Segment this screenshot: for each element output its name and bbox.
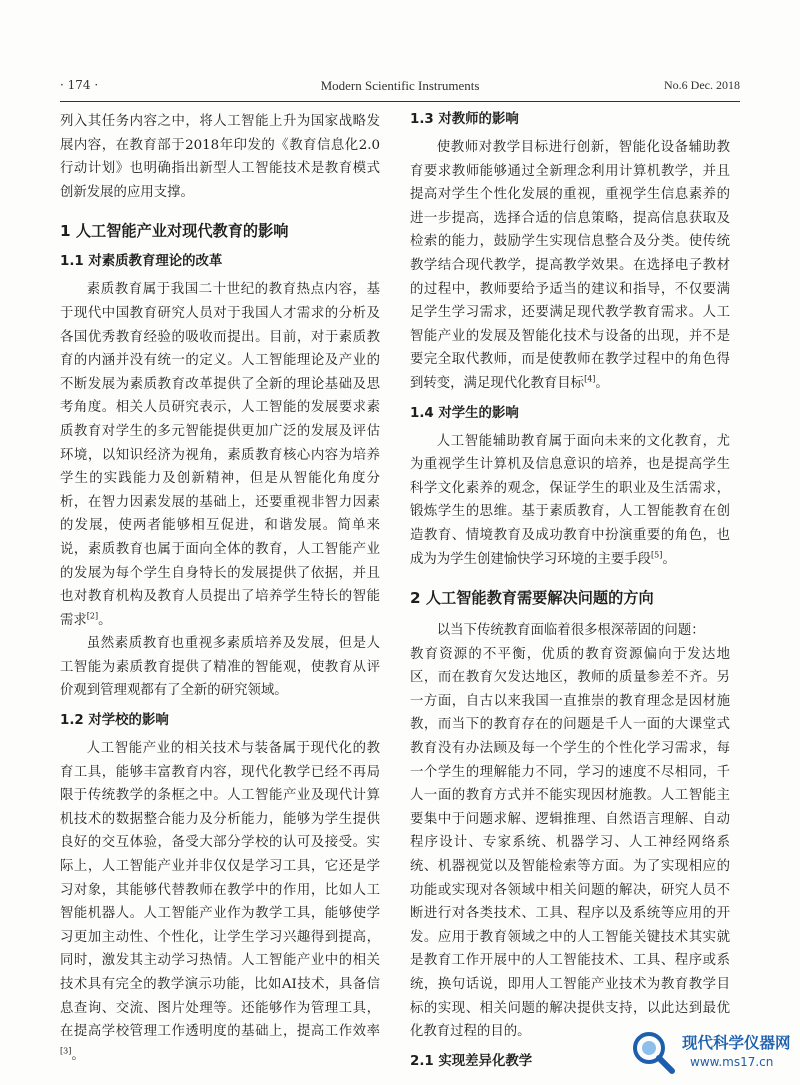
citation-ref[interactable]: [3] [60, 1046, 72, 1056]
header-rule [60, 101, 740, 102]
paragraph-text: 人工智能辅助教育属于面向未来的文化教育，尤为重视学生计算机及信息意识的培养，也是提高学生科学文化素养的观念，保证学生的职业及生活需求，锻炼学生的思维。基于素质教育，人工智能教育在创造教育、情境教育及成功教育中扮演重要的角色，也成为为学生创建愉快学习环境的主要手段 [410, 433, 730, 567]
section-heading-2: 2 人工智能教育需要解决问题的方向 [410, 589, 654, 608]
paragraph-continued: 列入其任务内容之中，将人工智能上升为国家战略发展内容，在教育部于2018年印发的《教育信息化2.0行动计划》也明确指出新型人工智能技术是教育模式创新发展的应用支撑。 [60, 114, 380, 200]
citation-ref[interactable]: [2] [86, 611, 99, 621]
paragraph-continued: 教育资源的不平衡，优质的教育资源偏向于发达地区，而在教育欠发达地区，教师的质量参差不齐。另一方面，自古以来我国一直推崇的教育理念是因材施教，而当下的教育存在的问题是千人一面的大课堂式教育没有办法顾及每一个学生的个性化学习需求，每一个学生的理解能力不同，学习的速度不尽相同，千人一面的教育方式并不能实现因材施教。人工智能主要集中于问题求解、逻辑推理、自然语言理解、自动程序设计、专家系统、机器学习、人工神经网络系统、机器视觉以及智能检索等方面。为了实现相应的功能或实现对各领域中相关问题的解决，研究人员不断进行对各类技术、工具、程序以及系统等应用的开发。应用于教育领域之中的人工智能关键技术其实就是教育工作开展中的人工智能技术、工具、程序或系统，换句话说，即用人工智能产业技术为教育教学目标的实现、相关问题的解决提供支持，以此达到最优化教育过程的目的。 [410, 646, 730, 1040]
running-header [60, 78, 740, 100]
paragraph [410, 136, 730, 396]
subsection-heading-2-1: 2.1 实现差异化教学 [410, 1053, 533, 1069]
magnifier-logo-icon [630, 1029, 676, 1075]
paragraph-end: 。 [662, 551, 676, 567]
issue-info: No.6 Dec. 2018 [664, 78, 740, 92]
watermark-url[interactable]: www.ms17.cn [690, 1055, 774, 1069]
site-watermark[interactable] [630, 1027, 795, 1077]
subsection-heading-1-4: 1.4 对学生的影响 [410, 405, 519, 421]
left-column [60, 110, 380, 1067]
paragraph-end: 。 [98, 612, 112, 628]
paragraph [60, 737, 380, 1067]
paragraph [60, 278, 380, 632]
paragraph [410, 430, 730, 572]
paragraph: 以当下传统教育面临着很多根深蒂固的问题： [436, 623, 705, 639]
paragraph-end: 。 [595, 375, 609, 391]
page-number: · 174 · [60, 78, 99, 92]
subsection-heading-1-1: 1.1 对素质教育理论的改革 [60, 254, 223, 270]
journal-title: Modern Scientific Instruments [320, 78, 480, 93]
right-column [410, 110, 730, 1078]
citation-ref[interactable]: [5] [651, 550, 663, 560]
paragraph: 虽然素质教育也重视多素质培养及发展，但是人工智能为素质教育提供了精准的智能观，使教育从评价观到管理观都有了全新的研究领域。 [60, 636, 380, 699]
paragraph-text: 素质教育属于我国二十世纪的教育热点内容，基于现代中国教育研究人员对于我国人才需求的分析及各国优秀教育经验的吸收而提出。目前，对于素质教育的内涵并没有统一的定义。人工智能理论及产业的不断发展为素质教育改革提供了全新的理论基础及思考角度。相关人员研究表示，人工智能的发展要求素质教育对学生的多元智能提供更加广泛的发展及评估环境，以知识经济为视角，素质教育核心内容为培养学生的实践能力及创新精神，但是从智能化角度分析，在智力因素发展的基础上，还要重视非智力因素的发展，使两者能够相互促进，和谐发展。简单来说，素质教育也属于面向全体的教育，人工智能产业的发展为每个学生自身特长的发展提供了依据，并且也对教育机构及教育人员提出了培养学生特长的智能需求 [60, 282, 380, 628]
paragraph-end: 。 [71, 1047, 85, 1063]
section-heading-1: 1 人工智能产业对现代教育的影响 [60, 222, 289, 241]
paragraph-text: 使教师对教学目标进行创新，智能化设备辅助教育要求教师能够通过全新理念利用计算机教学，并且提高对学生个性化发展的重视，重视学生信息素养的进一步提高，选择合适的信息策略，提高信息获取及检索的能力，鼓励学生实现信息整合及分类。使传统教学结合现代教学，提高教学效果。在选择电子教材的过程中，教师要给予适当的建议和指导，不仅要满足学生学习需求，还要满足现代教学教育需求。人工智能产业的发展及智能化技术与设备的出现，并不是要完全取代教师，而是使教师在教学过程中的角色得到转变，满足现代化教育目标 [410, 140, 730, 391]
subsection-heading-1-3: 1.3 对教师的影响 [410, 112, 519, 127]
watermark-title: 现代科学仪器网 [682, 1034, 791, 1052]
citation-ref[interactable]: [4] [584, 374, 596, 384]
paragraph-text: 人工智能产业的相关技术与装备属于现代化的教育工具，能够丰富教育内容，现代化教学已经不再局限于传统教学的条框之中。人工智能产业及现代计算机技术的数据整合能力及分析能力，能够为学生提供良好的交互体验，备受大部分学校的认可及接受。实际上，人工智能产业并非仅仅是学习工具，它还是学习对象，其能够代替教师在教学中的作用，比如人工智能机器人。人工智能产业作为教学工具，能够使学习更加主动性、个性化，让学生学习兴趣得到提高，同时，激发其主动学习热情。人工智能产业中的相关技术具有完全的教学演示功能，比如AI技术，具备信息查询、交流、图片处理等。还能够作为管理工具，在提高学校管理工作透明度的基础上，提高工作效率 [60, 741, 380, 1040]
subsection-heading-1-2: 1.2 对学校的影响 [60, 713, 169, 729]
